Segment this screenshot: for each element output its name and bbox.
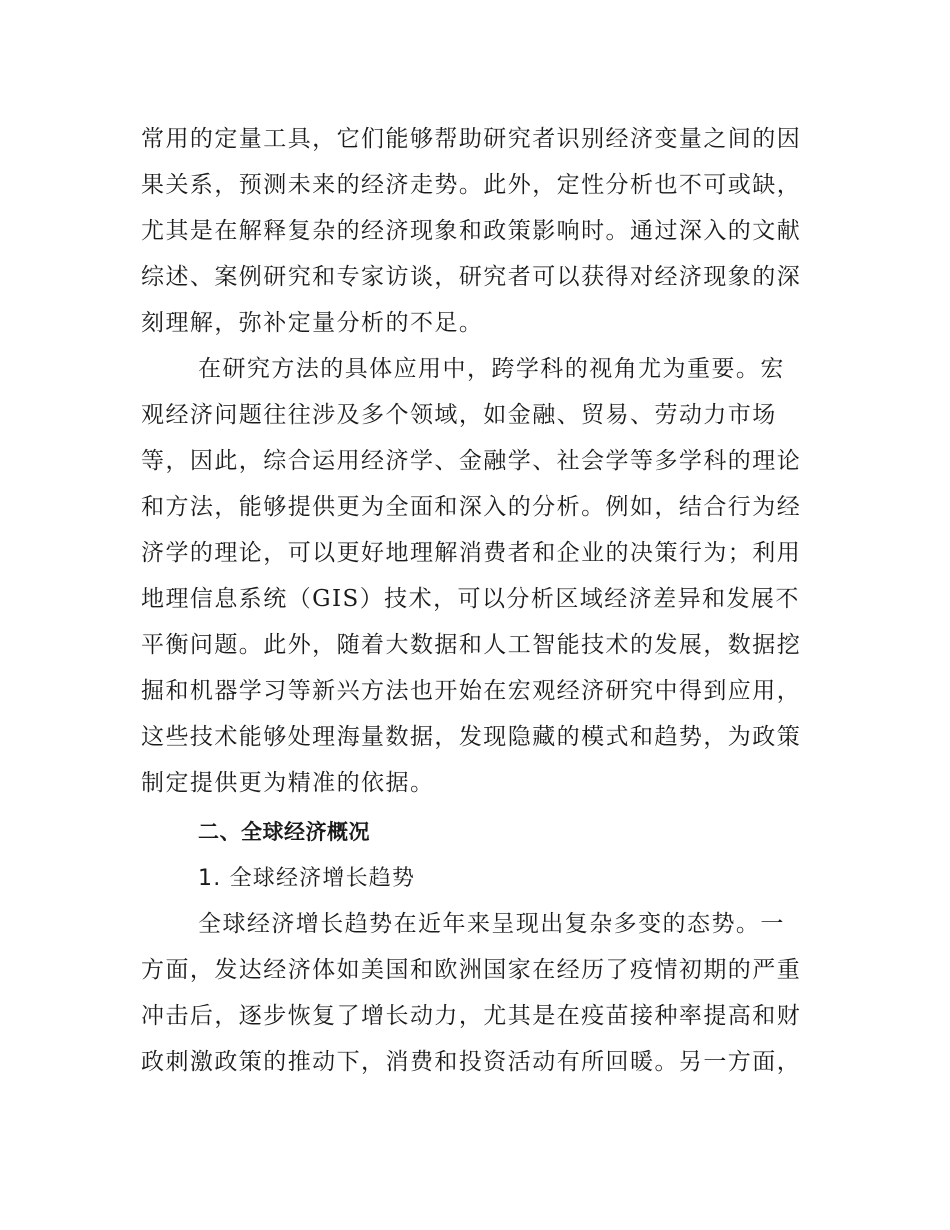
text-line: 方面，发达经济体如美国和欧洲国家在经历了疫情初期的严重 (141, 957, 802, 983)
text-line: 果关系，预测未来的经济走势。此外，定性分析也不可或缺， (141, 172, 802, 198)
text-line: 等，因此，综合运用经济学、金融学、社会学等多学科的理论 (141, 448, 802, 474)
text-line: 济学的理论，可以更好地理解消费者和企业的决策行为；利用 (141, 540, 802, 566)
subsection-heading: 1. 全球经济增长趋势 (198, 866, 416, 891)
text-line: 冲击后，逐步恢复了增长动力，尤其是在疫苗接种率提高和财 (141, 1003, 802, 1029)
text-line: 观经济问题往往涉及多个领域，如金融、贸易、劳动力市场 (141, 402, 777, 428)
paragraph-methods-quantitative (141, 116, 811, 346)
text-line: 掘和机器学习等新兴方法也开始在宏观经济研究中得到应用， (141, 678, 802, 704)
text-line: 常用的定量工具，它们能够帮助研究者识别经济变量之间的因 (141, 126, 802, 152)
text-line: 制定提供更为精准的依据。 (141, 770, 435, 796)
text-line: 刻理解，弥补定量分析的不足。 (141, 310, 484, 336)
text-line: 全球经济增长趋势在近年来呈现出复杂多变的态势。一 (198, 911, 785, 937)
text-line: 政刺激政策的推动下，消费和投资活动有所回暖。另一方面， (141, 1049, 802, 1075)
text-line: 平衡问题。此外，随着大数据和人工智能技术的发展，数据挖 (141, 632, 802, 658)
paragraph-interdisciplinary (141, 346, 811, 806)
text-line: 和方法，能够提供更为全面和深入的分析。例如，结合行为经 (141, 494, 802, 520)
text-line: 在研究方法的具体应用中，跨学科的视角尤为重要。宏 (198, 356, 785, 382)
text-line: 地理信息系统（GIS）技术，可以分析区域经济差异和发展不 (141, 586, 800, 612)
text-line: 尤其是在解释复杂的经济现象和政策影响时。通过深入的文献 (141, 218, 802, 244)
text-line: 这些技术能够处理海量数据，发现隐藏的模式和趋势，为政策 (141, 724, 802, 750)
section-heading: 二、全球经济概况 (198, 820, 370, 844)
text-line: 综述、案例研究和专家访谈，研究者可以获得对经济现象的深 (141, 264, 802, 290)
paragraph-global-growth (141, 901, 811, 1085)
